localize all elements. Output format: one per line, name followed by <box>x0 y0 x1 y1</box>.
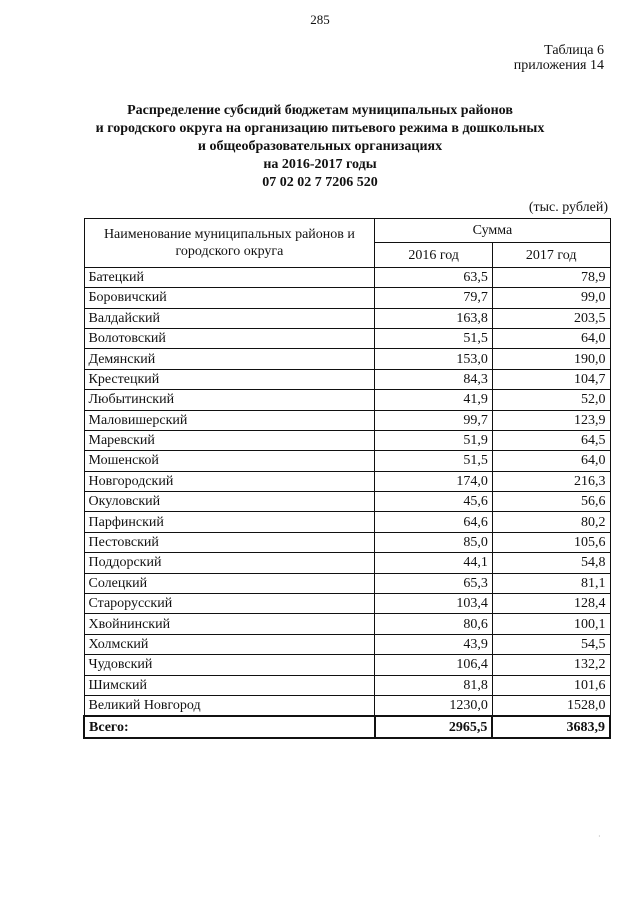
district-name: Мошенской <box>84 451 375 471</box>
value-2017: 52,0 <box>492 390 610 410</box>
value-2017: 64,0 <box>492 328 610 348</box>
district-name: Демянский <box>84 349 375 369</box>
value-2016: 163,8 <box>375 308 493 328</box>
district-name: Поддорский <box>84 553 375 573</box>
table-row <box>84 695 610 716</box>
value-2016: 64,6 <box>375 512 493 532</box>
value-2017: 1528,0 <box>492 695 610 716</box>
value-2016: 174,0 <box>375 471 493 491</box>
appendix-reference <box>514 43 604 73</box>
header-2017: 2017 год <box>492 243 610 267</box>
table-row <box>84 267 610 287</box>
district-name: Парфинский <box>84 512 375 532</box>
district-name: Волотовский <box>84 328 375 348</box>
value-2016: 79,7 <box>375 288 493 308</box>
value-2016: 84,3 <box>375 369 493 389</box>
value-2017: 100,1 <box>492 614 610 634</box>
table-row <box>84 349 610 369</box>
value-2017: 80,2 <box>492 512 610 532</box>
appendix-table-label: Таблица 6 <box>544 43 604 58</box>
value-2017: 81,1 <box>492 573 610 593</box>
district-name: Старорусский <box>84 594 375 614</box>
header-2016: 2016 год <box>375 243 493 267</box>
table-row <box>84 390 610 410</box>
district-name: Маловишерский <box>84 410 375 430</box>
subsidies-table <box>83 218 611 739</box>
district-name: Любытинский <box>84 390 375 410</box>
district-name: Боровичский <box>84 288 375 308</box>
table-row <box>84 471 610 491</box>
value-2017: 64,5 <box>492 430 610 450</box>
district-name: Холмский <box>84 634 375 654</box>
value-2016: 106,4 <box>375 655 493 675</box>
value-2016: 41,9 <box>375 390 493 410</box>
table-row <box>84 532 610 552</box>
total-2016: 2965,5 <box>375 716 493 737</box>
value-2017: 190,0 <box>492 349 610 369</box>
title-line: и городского округа на организацию питьевого режима в дошкольных <box>95 121 545 136</box>
table-row <box>84 369 610 389</box>
table-row <box>84 328 610 348</box>
table-body <box>84 267 610 716</box>
value-2016: 1230,0 <box>375 695 493 716</box>
value-2016: 103,4 <box>375 594 493 614</box>
table-row <box>84 308 610 328</box>
value-2016: 43,9 <box>375 634 493 654</box>
value-2017: 78,9 <box>492 267 610 287</box>
district-name: Новгородский <box>84 471 375 491</box>
table-row <box>84 492 610 512</box>
value-2017: 132,2 <box>492 655 610 675</box>
table-row <box>84 675 610 695</box>
page-number: 285 <box>310 12 330 27</box>
district-name: Хвойнинский <box>84 614 375 634</box>
header-sum: Сумма <box>375 219 610 243</box>
table-row <box>84 594 610 614</box>
table-row <box>84 573 610 593</box>
value-2016: 44,1 <box>375 553 493 573</box>
value-2017: 64,0 <box>492 451 610 471</box>
title-line: Распределение субсидий бюджетам муниципальных районов <box>127 103 513 118</box>
value-2017: 54,5 <box>492 634 610 654</box>
district-name: Шимский <box>84 675 375 695</box>
units-label: (тыс. рублей) <box>528 200 608 215</box>
total-row <box>84 716 610 737</box>
table-row <box>84 634 610 654</box>
district-name: Валдайский <box>84 308 375 328</box>
total-2017: 3683,9 <box>492 716 610 737</box>
value-2017: 128,4 <box>492 594 610 614</box>
table-row <box>84 614 610 634</box>
value-2016: 51,5 <box>375 451 493 471</box>
value-2017: 101,6 <box>492 675 610 695</box>
document-title <box>40 102 600 192</box>
table-row <box>84 451 610 471</box>
table-header-row <box>84 219 610 243</box>
district-name: Окуловский <box>84 492 375 512</box>
value-2016: 63,5 <box>375 267 493 287</box>
value-2017: 105,6 <box>492 532 610 552</box>
total-label: Всего: <box>84 716 375 737</box>
title-line: и общеобразовательных организациях <box>197 139 443 154</box>
value-2017: 99,0 <box>492 288 610 308</box>
value-2017: 54,8 <box>492 553 610 573</box>
district-name: Батецкий <box>84 267 375 287</box>
value-2017: 203,5 <box>492 308 610 328</box>
value-2016: 85,0 <box>375 532 493 552</box>
title-years: на 2016-2017 годы <box>263 157 377 172</box>
header-name <box>84 219 375 268</box>
value-2017: 56,6 <box>492 492 610 512</box>
value-2016: 81,8 <box>375 675 493 695</box>
district-name: Маревский <box>84 430 375 450</box>
table-row <box>84 655 610 675</box>
district-name: Солецкий <box>84 573 375 593</box>
value-2017: 123,9 <box>492 410 610 430</box>
district-name: Крестецкий <box>84 369 375 389</box>
district-name: Пестовский <box>84 532 375 552</box>
header-name-text: Наименование муниципальных районов и городского округа <box>103 226 355 259</box>
appendix-annex-label: приложения 14 <box>513 58 604 73</box>
table-row <box>84 288 610 308</box>
value-2017: 104,7 <box>492 369 610 389</box>
value-2016: 80,6 <box>375 614 493 634</box>
value-2016: 99,7 <box>375 410 493 430</box>
scan-dot: · <box>598 832 601 841</box>
district-name: Чудовский <box>84 655 375 675</box>
value-2016: 51,5 <box>375 328 493 348</box>
value-2017: 216,3 <box>492 471 610 491</box>
table-row <box>84 410 610 430</box>
table-row <box>84 553 610 573</box>
budget-code: 07 02 02 7 7206 520 <box>262 175 378 190</box>
district-name: Великий Новгород <box>84 695 375 716</box>
table-row <box>84 430 610 450</box>
value-2016: 45,6 <box>375 492 493 512</box>
value-2016: 65,3 <box>375 573 493 593</box>
value-2016: 153,0 <box>375 349 493 369</box>
table-row <box>84 512 610 532</box>
value-2016: 51,9 <box>375 430 493 450</box>
